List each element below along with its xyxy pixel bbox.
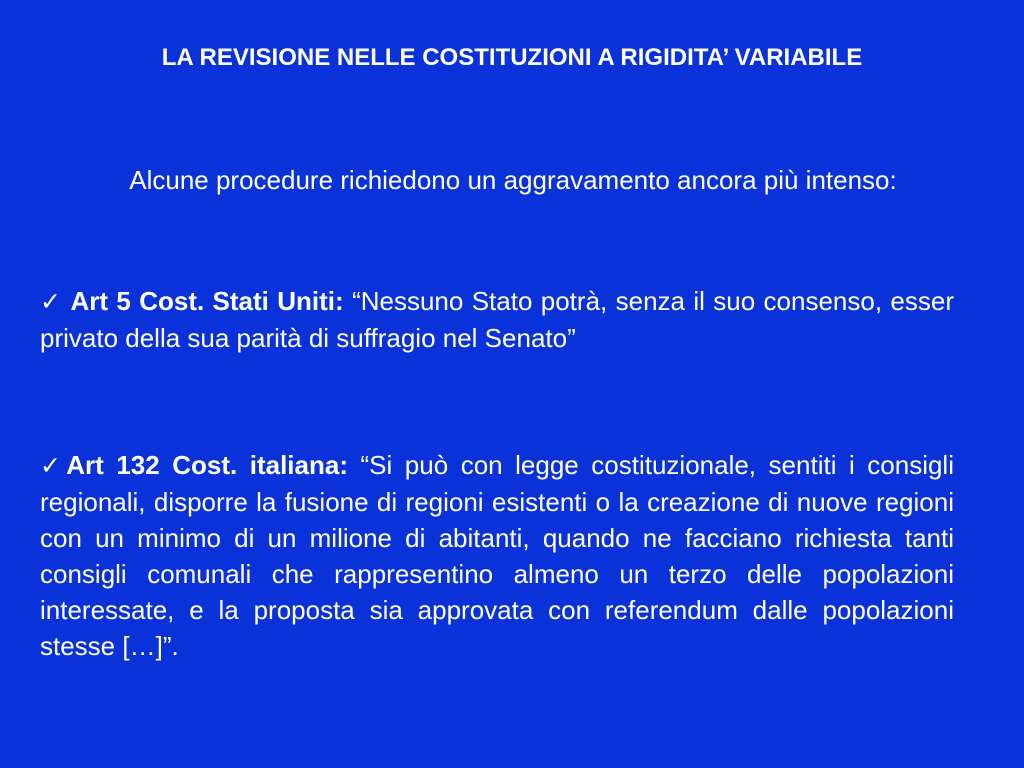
article-item-italy (40, 447, 954, 664)
article-quote: “Si può con legge costituzionale, sentiti i consigli regionali, disporre la fusione di regioni esistenti o la creazione di nuove regioni con un minimo di un milione di abitanti, quando ne facciano richiesta tanti consigli comunali che rappresentino almeno un terzo delle popolazioni interessate, e la proposta sia approvata con referendum dalle popolazioni stesse […]”. (40, 450, 954, 661)
article-reference: Art 132 Cost. italiana: (66, 450, 348, 480)
intro-text: Alcune procedure richiedono un aggravamento ancora più intenso: (129, 165, 897, 195)
article-reference: Art 5 Cost. Stati Uniti: (70, 286, 344, 316)
slide-title: LA REVISIONE NELLE COSTITUZIONI A RIGIDITA’ VARIABILE (161, 44, 863, 71)
article-item-us (40, 283, 954, 356)
checkmark-icon: ✓ (40, 451, 67, 480)
article-quote: “Nessuno Stato potrà, senza il suo consenso, esser privato della sua parità di suffragio nel Senato” (40, 286, 955, 353)
checkmark-icon: ✓ (40, 287, 63, 316)
